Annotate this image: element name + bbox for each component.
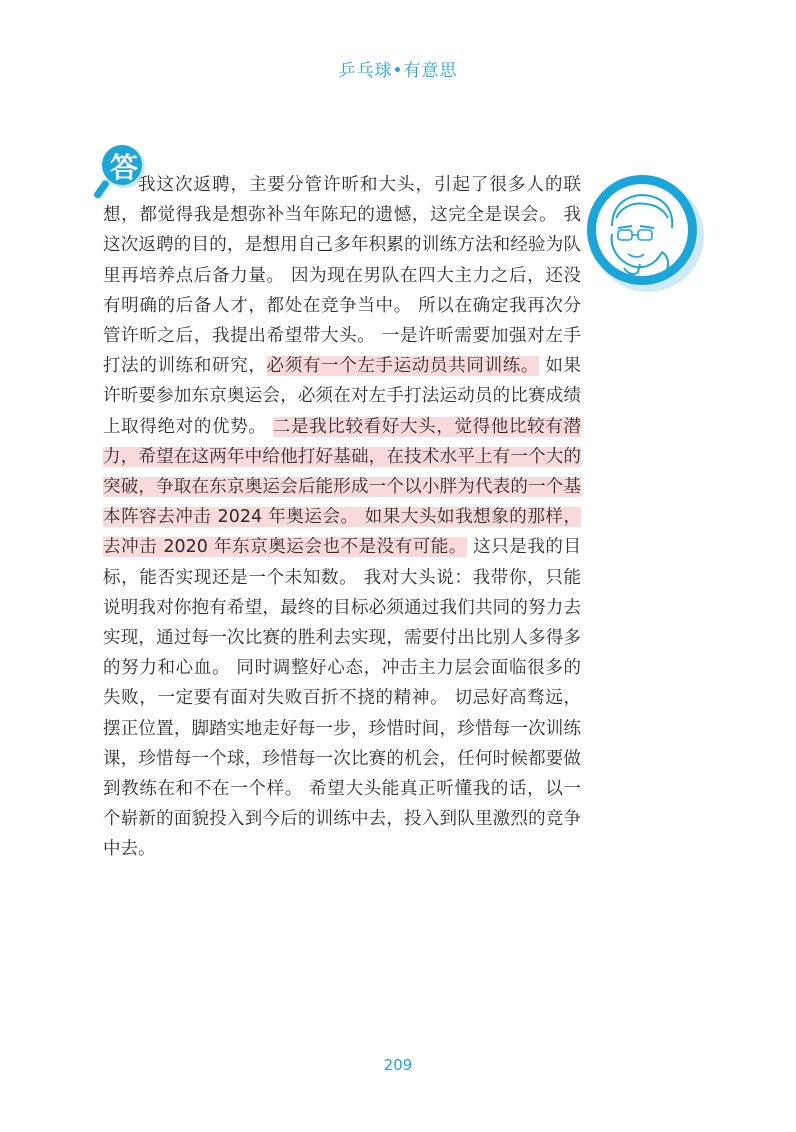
answer-badge-label: 答 [109, 151, 138, 184]
answer-paragraph [103, 170, 581, 865]
coach-portrait-icon [582, 172, 706, 296]
answer-text-segment: 我这次返聘，主要分管许昕和大头，引起了很多人的联想，都觉得我是想弥补当年陈玘的遗憾，这完全是误会。 我这次返聘的目的，是想用自己多年积累的训练方法和经验为队里再培养点后备力量。 因为现在男队在四大主力之后，还没有明确的后备人才，都处在竞争当中。 所以在确定我再次分管许昕之后，我提出希望带大头。 一是许昕需要加强对左手打法的训练和研究， [103, 175, 581, 377]
answer-text-segment: 这只是我的目标，能否实现还是一个未知数。 我对大头说：我带你，只能说明我对你抱有希望，最终的目标必须通过我们共同的努力去实现，通过每一次比赛的胜利去实现，需要付出比别人多得多的努力和心血。 同时调整好心态，冲击主力层会面临很多的失败，一定要有面对失败百折不挠的精神。 切忌好高骛远，摆正位置，脚踏实地走好每一步，珍惜时间，珍惜每一次训练课，珍惜每一个球，珍惜每一次比赛的机会，任何时候都要做到教练在和不在一个样。 希望大头能真正听懂我的话，以一个崭新的面貌投入到今后的训练中去，投入到队里激烈的竞争中去。 [103, 537, 582, 860]
running-header: 乒乓球•有意思 [338, 61, 458, 81]
highlighted-text: 二是我比较看好大头，觉得他比较有潜力，希望在这两年中给他打好基础，在技术水平上有一个大的突破，争取在东京奥运会后能形成一个以小胖为代表的一个基本阵容去冲击 2024 年奥运会。 如果大头如我想象的那样，去冲击 2020 年东京奥运会也不是没有可能。 [103, 416, 582, 558]
highlighted-text: 必须有一个左手运动员共同训练。 [266, 356, 540, 377]
page-number: 209 [383, 1056, 413, 1074]
answer-text-segment: 如果许昕要参加东京奥运会，必须在对左手打法运动员的比赛成绩上取得绝对的优势。 [103, 356, 581, 437]
